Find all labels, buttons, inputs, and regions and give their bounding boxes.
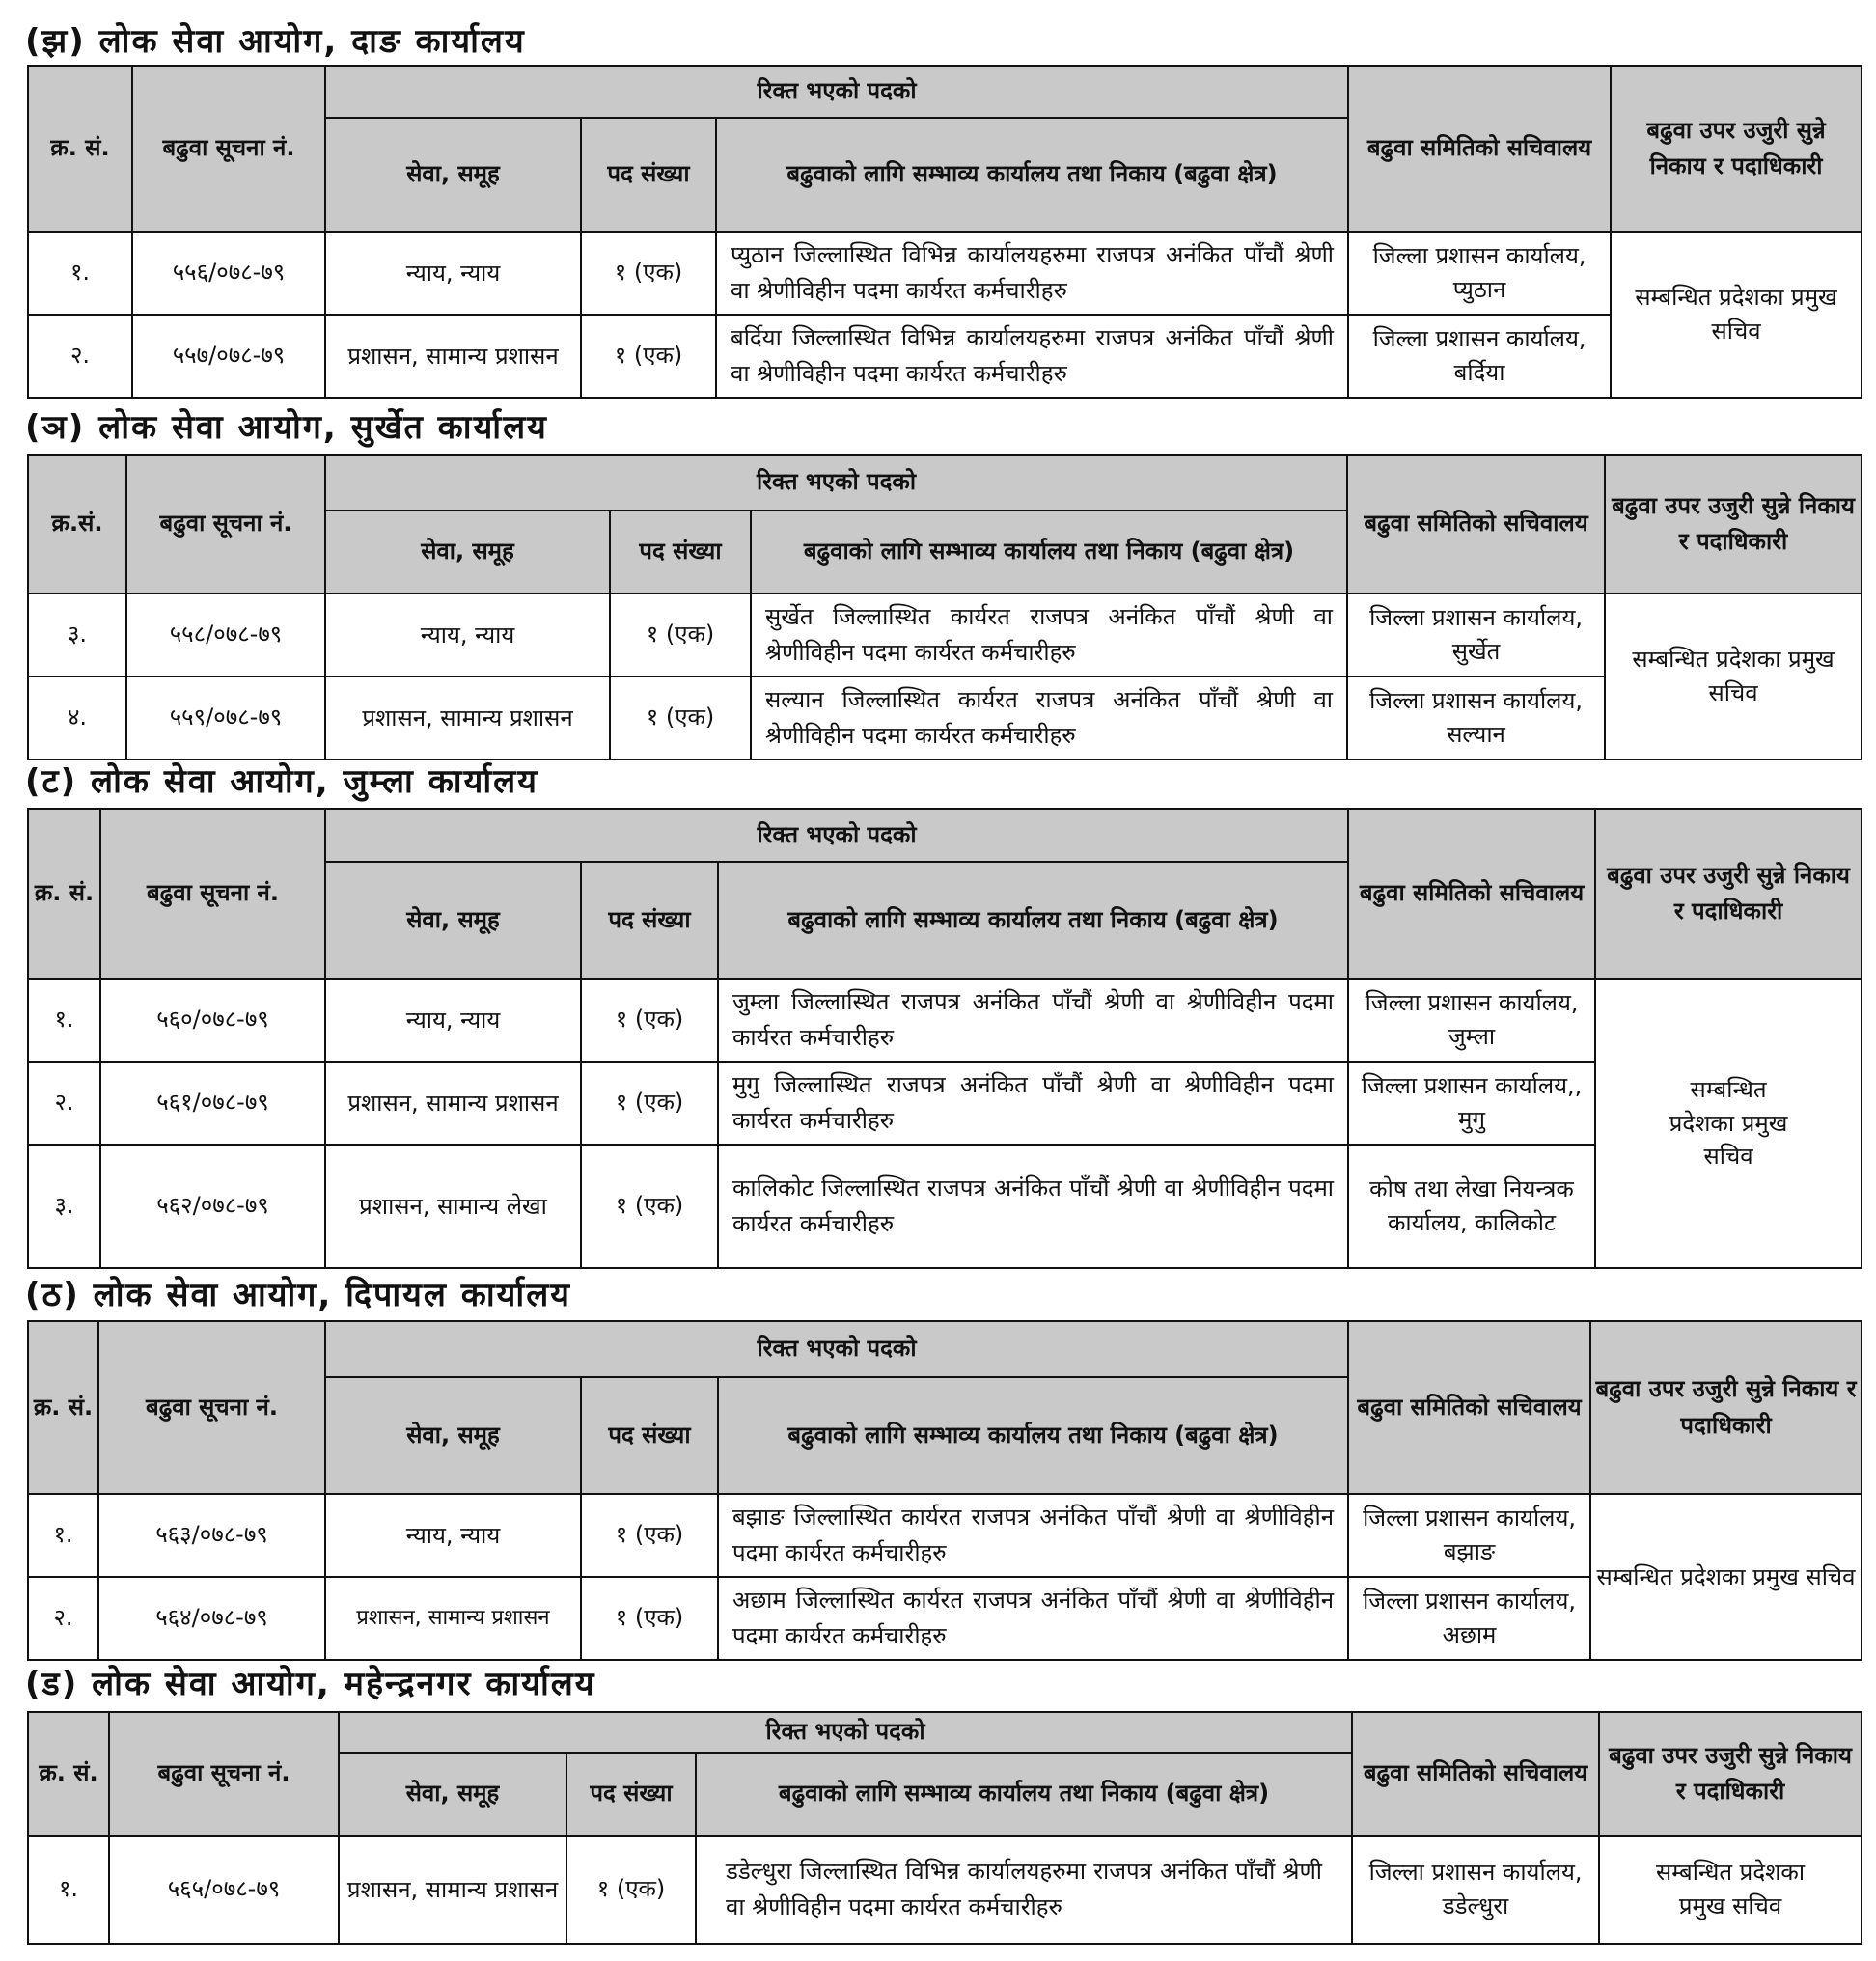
area-cell: जुम्ला जिल्लास्थित राजपत्र अनंकित पाँचौं श्रेणी वा श्रेणीविहीन पदमा कार्यरत कर्मचारीहरु xyxy=(718,979,1348,1062)
notice-cell: ५६४/०७८-७९ xyxy=(98,1577,325,1660)
serial-cell: २. xyxy=(28,315,132,398)
count-cell: १ (एक) xyxy=(581,1062,718,1145)
serial-cell: २. xyxy=(28,1062,100,1145)
serial-cell: ३. xyxy=(28,1145,100,1268)
header-committee: बढुवा समितिको सचिवालय xyxy=(1348,809,1595,979)
header-area: बढुवाको लागि सम्भाव्य कार्यालय तथा निकाय (बढुवा क्षेत्र) xyxy=(718,1377,1348,1494)
service-cell: प्रशासन, सामान्य प्रशासन xyxy=(325,315,581,398)
secretariat-cell: जिल्ला प्रशासन कार्यालय,, मुगु xyxy=(1348,1062,1595,1145)
header-committee: बढुवा समितिको सचिवालय xyxy=(1348,66,1611,232)
count-cell: १ (एक) xyxy=(581,1577,718,1660)
header-post-count: पद संख्या xyxy=(610,511,751,594)
section-title: (ट) लोक सेवा आयोग, जुम्ला कार्यालय xyxy=(25,762,538,801)
header-post-count: पद संख्या xyxy=(581,118,716,232)
complaint-cell: सम्बन्धित प्रदेशका प्रमुख सचिव xyxy=(1605,594,1862,760)
notice-table xyxy=(27,454,1862,760)
header-post-count: पद संख्या xyxy=(566,1753,696,1836)
notice-cell: ५५९/०७८-७९ xyxy=(126,677,325,760)
serial-cell: ४. xyxy=(28,677,126,760)
complaint-cell: सम्बन्धित प्रदेशका प्रमुख सचिव xyxy=(1590,1494,1862,1660)
table-row xyxy=(28,232,1862,315)
service-cell: प्रशासन, सामान्य प्रशासन xyxy=(325,1577,581,1660)
header-committee: बढुवा समितिको सचिवालय xyxy=(1352,1712,1599,1836)
section-title: (ड) लोक सेवा आयोग, महेन्द्रनगर कार्यालय xyxy=(25,1665,596,1703)
secretariat-cell: जिल्ला प्रशासन कार्यालय, अछाम xyxy=(1348,1577,1590,1660)
notice-cell: ५६१/०७८-७९ xyxy=(100,1062,325,1145)
table-row xyxy=(28,677,1862,760)
section-title: (झ) लोक सेवा आयोग, दाङ कार्यालय xyxy=(25,22,526,61)
secretariat-cell: जिल्ला प्रशासन कार्यालय, बझाङ xyxy=(1348,1494,1590,1577)
service-cell: न्याय, न्याय xyxy=(325,232,581,315)
header-complaint: बढुवा उपर उजुरी सुन्ने निकाय र पदाधिकारी xyxy=(1599,1712,1862,1836)
header-complaint: बढुवा उपर उजुरी सुन्ने निकाय र पदाधिकारी xyxy=(1605,455,1862,594)
area-cell: मुगु जिल्लास्थित राजपत्र अनंकित पाँचौं श्रेणी वा श्रेणीविहीन पदमा कार्यरत कर्मचारीहरु xyxy=(718,1062,1348,1145)
secretariat-cell: जिल्ला प्रशासन कार्यालय, सुर्खेत xyxy=(1347,594,1605,677)
count-cell: १ (एक) xyxy=(581,1145,718,1268)
service-cell: प्रशासन, सामान्य प्रशासन xyxy=(325,677,610,760)
area-cell: डडेल्धुरा जिल्लास्थित विभिन्न कार्यालयहरुमा राजपत्र अनंकित पाँचौं श्रेणी वा श्रेणीविहीन पदमा कार्यरत कर्मचारीहरु xyxy=(696,1836,1352,1944)
complaint-cell: सम्बन्धित प्रदेशका प्रमुख सचिव xyxy=(1611,232,1862,398)
header-area: बढुवाको लागि सम्भाव्य कार्यालय तथा निकाय (बढुवा क्षेत्र) xyxy=(716,118,1348,232)
secretariat-cell: जिल्ला प्रशासन कार्यालय, डडेल्धुरा xyxy=(1352,1836,1599,1944)
service-cell: प्रशासन, सामान्य प्रशासन xyxy=(325,1062,581,1145)
notice-cell: ५५८/०७८-७९ xyxy=(126,594,325,677)
serial-cell: १. xyxy=(28,232,132,315)
complaint-cell: सम्बन्धित प्रदेशका प्रमुख सचिव xyxy=(1599,1836,1862,1944)
service-cell: प्रशासन, सामान्य प्रशासन xyxy=(339,1836,566,1944)
header-complaint: बढुवा उपर उजुरी सुन्ने निकाय र पदाधिकारी xyxy=(1611,66,1862,232)
table-row xyxy=(28,594,1862,677)
header-service-group: सेवा, समूह xyxy=(339,1753,566,1836)
area-cell: बझाङ जिल्लास्थित कार्यरत राजपत्र अनंकित पाँचौं श्रेणी वा श्रेणीविहीन पदमा कार्यरत कर्मचारीहरु xyxy=(718,1494,1348,1577)
serial-cell: १. xyxy=(28,979,100,1062)
count-cell: १ (एक) xyxy=(610,594,751,677)
header-vacant-post: रिक्त भएको पदको xyxy=(325,455,1347,511)
area-cell: प्युठान जिल्लास्थित विभिन्न कार्यालयहरुमा राजपत्र अनंकित पाँचौं श्रेणी वा श्रेणीविहीन पदमा कार्यरत कर्मचारीहरु xyxy=(716,232,1348,315)
header-notice-no: बढुवा सूचना नं. xyxy=(132,66,325,232)
header-complaint: बढुवा उपर उजुरी सुन्ने निकाय र पदाधिकारी xyxy=(1590,1321,1862,1494)
header-post-count: पद संख्या xyxy=(581,1377,718,1494)
table-row xyxy=(28,315,1862,398)
header-service-group: सेवा, समूह xyxy=(325,511,610,594)
header-notice-no: बढुवा सूचना नं. xyxy=(126,455,325,594)
header-area: बढुवाको लागि सम्भाव्य कार्यालय तथा निकाय (बढुवा क्षेत्र) xyxy=(751,511,1347,594)
section-title: (ठ) लोक सेवा आयोग, दिपायल कार्यालय xyxy=(25,1276,571,1314)
count-cell: १ (एक) xyxy=(581,979,718,1062)
notice-table xyxy=(27,1711,1862,1945)
header-vacant-post: रिक्त भएको पदको xyxy=(325,1321,1348,1377)
header-area: बढुवाको लागि सम्भाव्य कार्यालय तथा निकाय (बढुवा क्षेत्र) xyxy=(696,1753,1352,1836)
service-cell: न्याय, न्याय xyxy=(325,979,581,1062)
notice-cell: ५६०/०७८-७९ xyxy=(100,979,325,1062)
notice-cell: ५६२/०७८-७९ xyxy=(100,1145,325,1268)
table-row xyxy=(28,1836,1862,1944)
header-serial: क्र.सं. xyxy=(28,455,126,594)
area-cell: अछाम जिल्लास्थित कार्यरत राजपत्र अनंकित पाँचौं श्रेणी वा श्रेणीविहीन पदमा कार्यरत कर्मचारीहरु xyxy=(718,1577,1348,1660)
serial-cell: २. xyxy=(28,1577,98,1660)
header-vacant-post: रिक्त भएको पदको xyxy=(325,809,1348,862)
secretariat-cell: जिल्ला प्रशासन कार्यालय, प्युठान xyxy=(1348,232,1611,315)
count-cell: १ (एक) xyxy=(610,677,751,760)
notice-cell: ५६५/०७८-७९ xyxy=(109,1836,339,1944)
area-cell: कालिकोट जिल्लास्थित राजपत्र अनंकित पाँचौं श्रेणी वा श्रेणीविहीन पदमा कार्यरत कर्मचारीहरु xyxy=(718,1145,1348,1268)
count-cell: १ (एक) xyxy=(581,1494,718,1577)
header-committee: बढुवा समितिको सचिवालय xyxy=(1348,1321,1590,1494)
notice-cell: ५५७/०७८-७९ xyxy=(132,315,325,398)
notice-cell: ५५६/०७८-७९ xyxy=(132,232,325,315)
header-vacant-post: रिक्त भएको पदको xyxy=(339,1712,1352,1753)
header-vacant-post: रिक्त भएको पदको xyxy=(325,66,1348,118)
header-serial: क्र. सं. xyxy=(28,1712,109,1836)
serial-cell: १. xyxy=(28,1836,109,1944)
header-committee: बढुवा समितिको सचिवालय xyxy=(1347,455,1605,594)
secretariat-cell: जिल्ला प्रशासन कार्यालय, बर्दिया xyxy=(1348,315,1611,398)
secretariat-cell: जिल्ला प्रशासन कार्यालय, जुम्ला xyxy=(1348,979,1595,1062)
header-notice-no: बढुवा सूचना नं. xyxy=(98,1321,325,1494)
header-serial: क्र. सं. xyxy=(28,66,132,232)
complaint-cell: सम्बन्धित प्रदेशका प्रमुख सचिव xyxy=(1595,979,1862,1268)
header-area: बढुवाको लागि सम्भाव्य कार्यालय तथा निकाय (बढुवा क्षेत्र) xyxy=(718,862,1348,979)
header-service-group: सेवा, समूह xyxy=(325,118,581,232)
area-cell: सुर्खेत जिल्लास्थित कार्यरत राजपत्र अनंकित पाँचौं श्रेणी वा श्रेणीविहीन पदमा कार्यरत कर्मचारीहरु xyxy=(751,594,1347,677)
service-cell: न्याय, न्याय xyxy=(325,1494,581,1577)
secretariat-cell: जिल्ला प्रशासन कार्यालय, सल्यान xyxy=(1347,677,1605,760)
header-service-group: सेवा, समूह xyxy=(325,862,581,979)
table-row xyxy=(28,1494,1862,1577)
service-cell: न्याय, न्याय xyxy=(325,594,610,677)
notice-table xyxy=(27,808,1862,1269)
serial-cell: १. xyxy=(28,1494,98,1577)
table-row xyxy=(28,979,1862,1062)
count-cell: १ (एक) xyxy=(566,1836,696,1944)
serial-cell: ३. xyxy=(28,594,126,677)
table-row xyxy=(28,1062,1862,1145)
secretariat-cell: कोष तथा लेखा नियन्त्रक कार्यालय, कालिकोट xyxy=(1348,1145,1595,1268)
header-serial: क्र. सं. xyxy=(28,1321,98,1494)
header-notice-no: बढुवा सूचना नं. xyxy=(109,1712,339,1836)
count-cell: १ (एक) xyxy=(581,315,716,398)
header-post-count: पद संख्या xyxy=(581,862,718,979)
notice-table xyxy=(27,65,1862,399)
table-row xyxy=(28,1145,1862,1268)
service-cell: प्रशासन, सामान्य लेखा xyxy=(325,1145,581,1268)
area-cell: बर्दिया जिल्लास्थित विभिन्न कार्यालयहरुमा राजपत्र अनंकित पाँचौं श्रेणी वा श्रेणीविहीन पदमा कार्यरत कर्मचारीहरु xyxy=(716,315,1348,398)
section-title: (ञ) लोक सेवा आयोग, सुर्खेत कार्यालय xyxy=(25,408,548,447)
header-complaint: बढुवा उपर उजुरी सुन्ने निकाय र पदाधिकारी xyxy=(1595,809,1862,979)
area-cell: सल्यान जिल्लास्थित कार्यरत राजपत्र अनंकित पाँचौं श्रेणी वा श्रेणीविहीन पदमा कार्यरत कर्मचारीहरु xyxy=(751,677,1347,760)
header-service-group: सेवा, समूह xyxy=(325,1377,581,1494)
table-row xyxy=(28,1577,1862,1660)
count-cell: १ (एक) xyxy=(581,232,716,315)
notice-table xyxy=(27,1320,1862,1661)
notice-cell: ५६३/०७८-७९ xyxy=(98,1494,325,1577)
header-serial: क्र. सं. xyxy=(28,809,100,979)
header-notice-no: बढुवा सूचना नं. xyxy=(100,809,325,979)
